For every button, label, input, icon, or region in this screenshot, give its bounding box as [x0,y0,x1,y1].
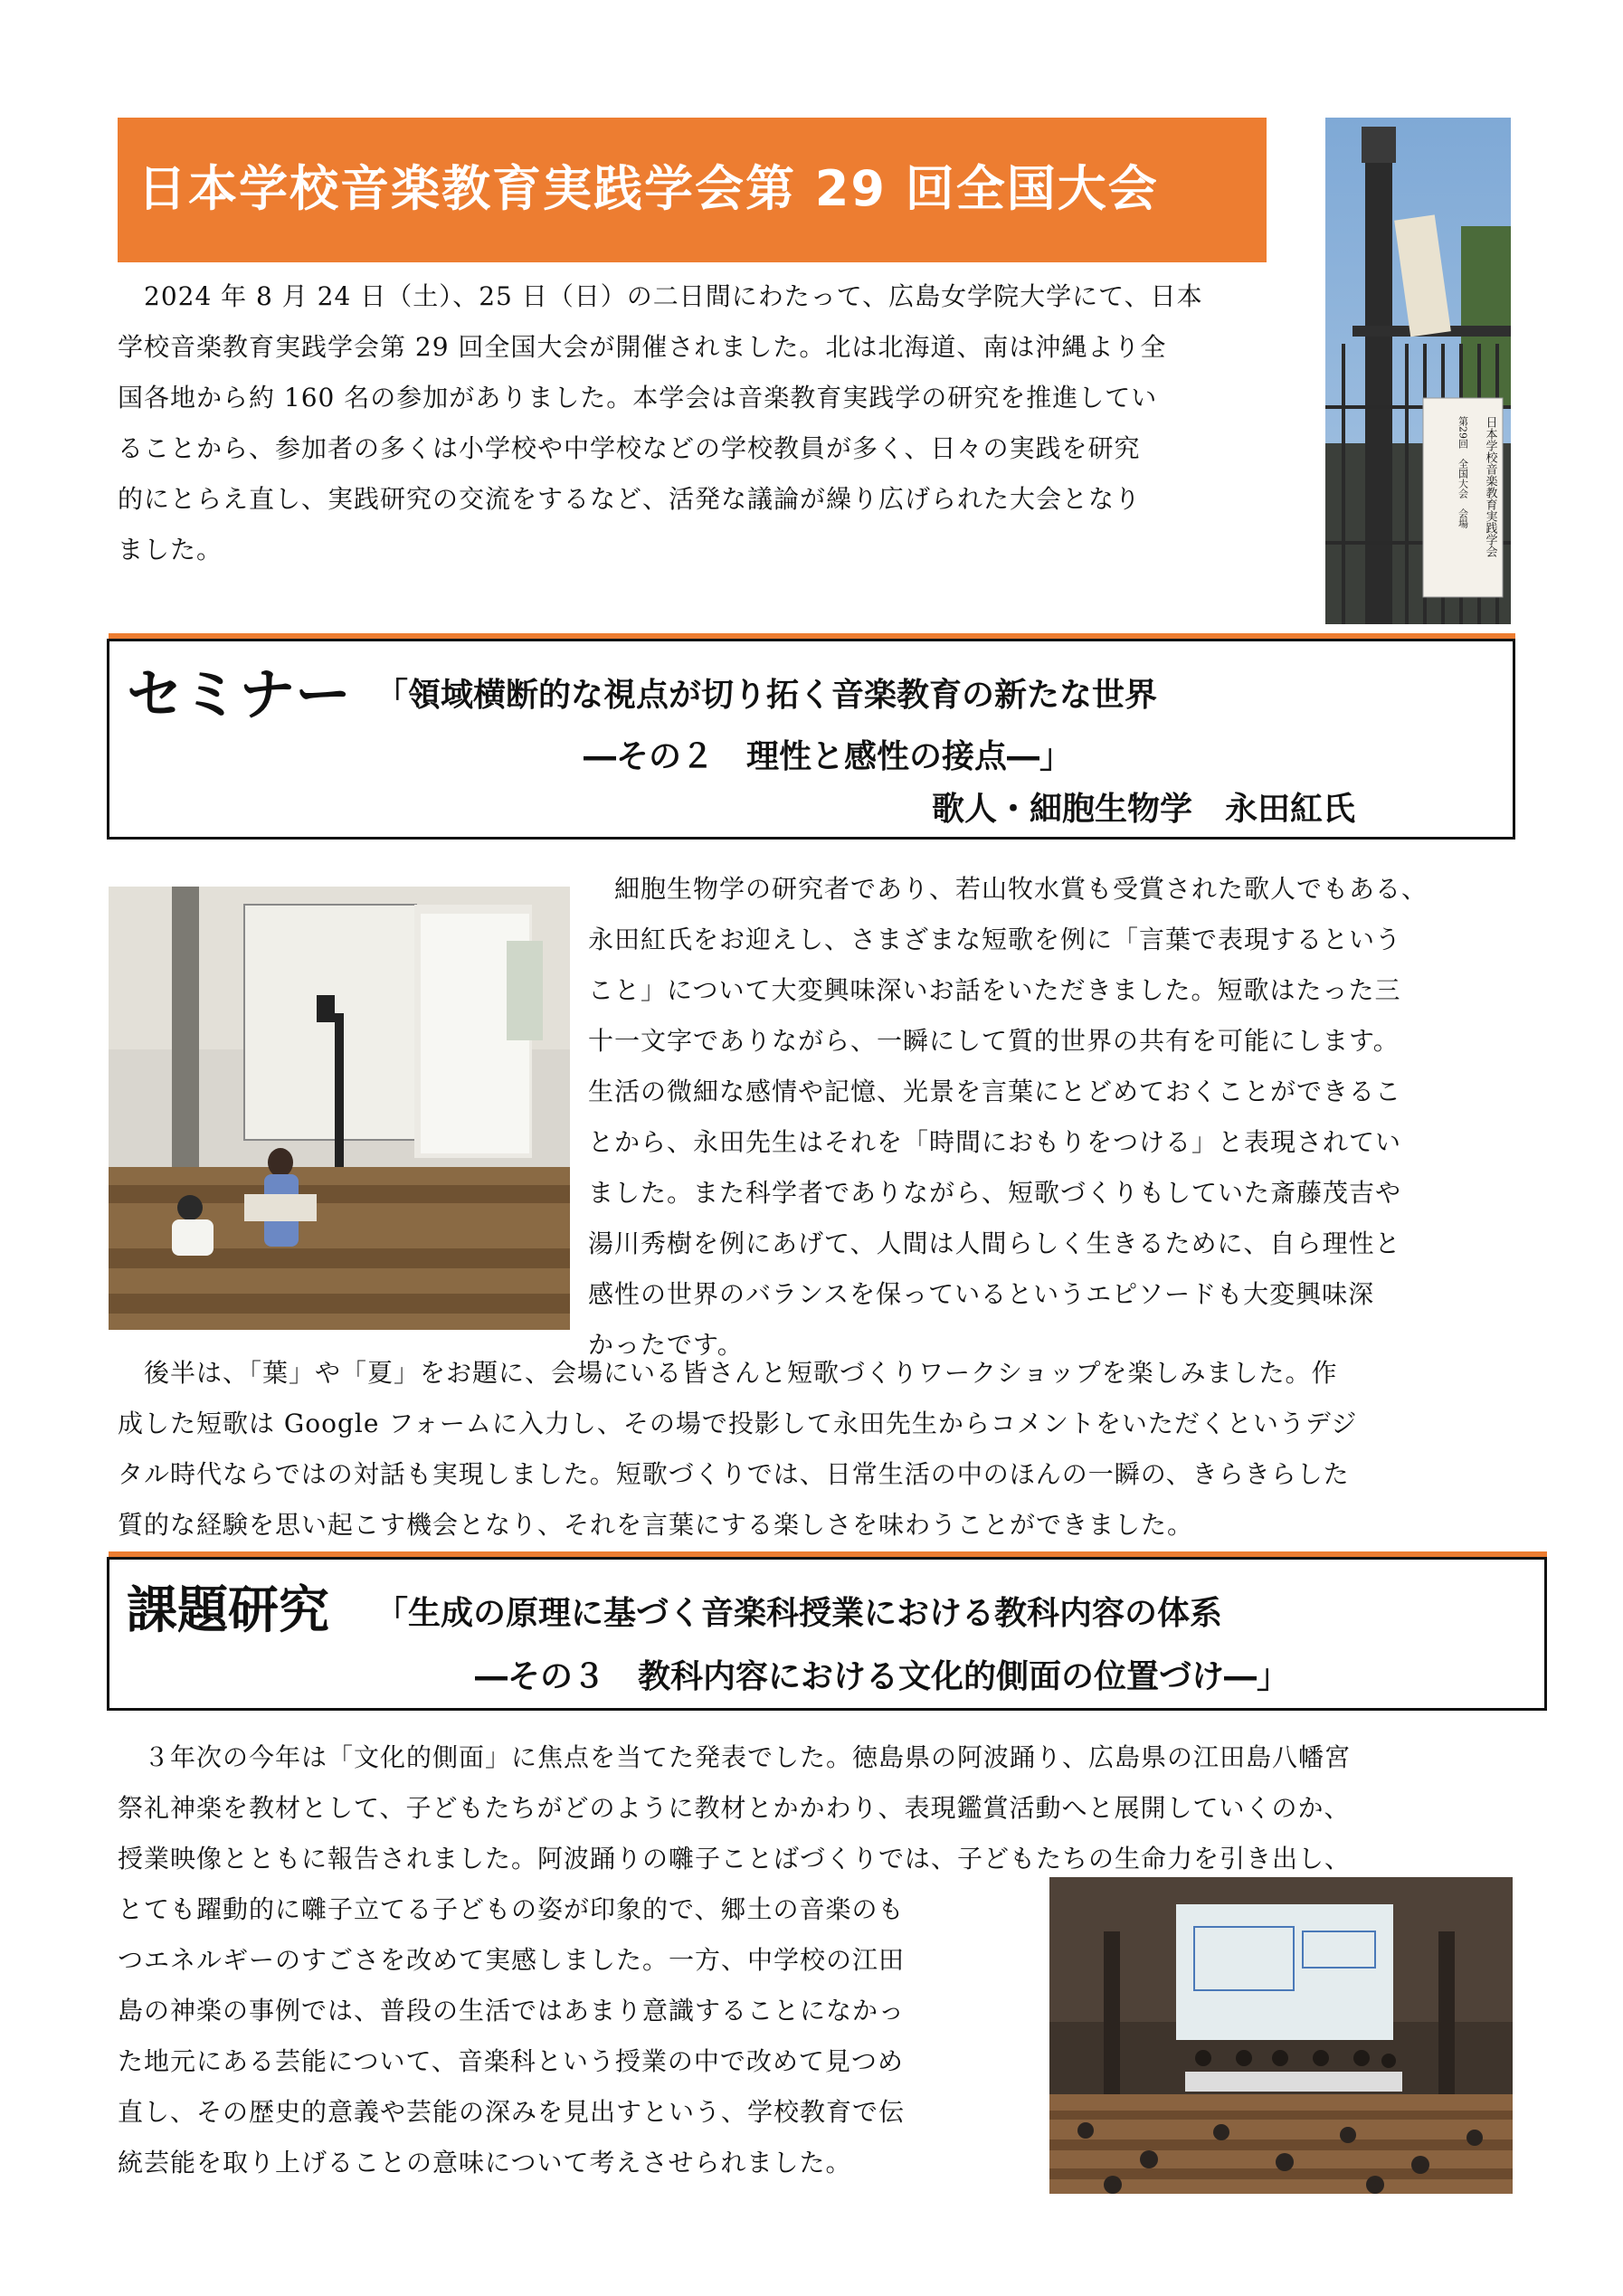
gate-sign-line-2: 第29回 全国大会 会場 [1457,416,1469,528]
seminar-label: セミナー [127,661,352,727]
intro-line: 国各地から約 160 名の参加がありました。本学会は音楽教育実践学の研究を推進してい [118,383,1158,413]
research-body-line: 授業映像とともに報告されました。阿波踊りの囃子ことばづくりでは、子どもたちの生命力を引き出し、 [118,1844,1352,1874]
seminar-body-line: ました。また科学者でありながら、短歌づくりもしていた斎藤茂吉や [588,1178,1402,1208]
intro-line: 的にとらえ直し、実践研究の交流をするなど、活発な議論が繰り広げられた大会となり [118,484,1142,514]
research-body2-line: 島の神楽の事例では、普段の生活ではあまり意識することになかっ [118,1996,906,2026]
research-body-line: 祭礼神楽を教材として、子どもたちがどのように教材とかかわり、表現鑑賞活動へと展開していくのか、 [118,1793,1351,1823]
page-title: 日本学校音楽教育実践学会第 29 回全国大会 [138,160,1159,217]
research-photo-illustration [1049,1877,1513,2194]
seminar-body-2 [118,1348,1515,1551]
gate-sign-line-1: 日本学校音楽教育実践学会 [1483,416,1497,557]
seminar-body-line: とから、永田先生はそれを「時間におもりをつける」と表現されてい [588,1127,1402,1157]
research-body2-line: つエネルギーのすごさを改めて実感しました。一方、中学校の江田 [118,1945,906,1975]
seminar-photo-illustration [109,887,570,1330]
seminar-body2-line: 質的な経験を思い起こす機会となり、それを言葉にする楽しさを味わうことができました。 [118,1510,1194,1540]
seminar-body-line: 感性の世界のバランスを保っているというエピソードも大変興味深 [588,1279,1375,1309]
research-body-line: ３年次の今年は「文化的側面」に焦点を当てた発表でした。徳島県の阿波踊り、広島県の江田島八幡宮 [118,1742,1352,1772]
seminar-body-line: かったです。 [588,1330,744,1360]
intro-paragraph [118,271,1303,575]
research-body [118,1732,1515,1884]
gate-photo-illustration [1325,118,1511,624]
intro-line: 2024 年 8 月 24 日（土）、25 日（日）の二日間にわたって、広島女学院大学にて、日本 [118,281,1203,311]
seminar-body2-line: 成した短歌は Google フォームに入力し、その場で投影して永田先生からコメントをいただくというデジ [118,1409,1358,1438]
research-title-line1: 「生成の原理に基づく音楽科授業における教科内容の体系 [375,1595,1223,1632]
seminar-body-line: 細胞生物学の研究者であり、若山牧水賞も受賞された歌人でもある、 [588,874,1428,904]
seminar-body-line: 生活の微細な感情や記憶、光景を言葉にとどめておくことができるこ [588,1077,1402,1106]
intro-line: ました。 [118,535,223,565]
research-title-line2: ―その３ 教科内容における文化的側面の位置づけ―」 [475,1658,1290,1695]
seminar-speaker: 歌人・細胞生物学 永田紅氏 [932,791,1356,828]
gate-photo [1325,118,1511,624]
research-body2-line: 統芸能を取り上げることの意味について考えさせられました。 [118,2148,852,2177]
research-body2-line: た地元にある芸能について、音楽科という授業の中で改めて見つめ [118,2046,904,2076]
seminar-body-line: 十一文字でありながら、一瞬にして質的世界の共有を可能にします。 [588,1026,1400,1056]
seminar-body-line: 湯川秀樹を例にあげて、人間は人間らしく生きるために、自ら理性と [588,1229,1401,1258]
research-label: 課題研究 [127,1581,329,1640]
seminar-title-line1: 「領域横断的な視点が切り拓く音楽教育の新たな世界 [375,677,1158,714]
intro-line: ることから、参加者の多くは小学校や中学校などの学校教員が多く、日々の実践を研究 [118,433,1141,463]
seminar-body2-line: タル時代ならではの対話も実現しました。短歌づくりでは、日常生活の中のほんの一瞬の、きらきらした [118,1459,1350,1489]
seminar-body-line: こと」について大変興味深いお話をいただきました。短歌はたった三 [588,975,1401,1005]
seminar-title-line2: ―その２ 理性と感性の接点―」 [584,738,1073,775]
seminar-photo [109,887,570,1330]
research-body2-line: とても躍動的に囃子立てる子どもの姿が印象的で、郷土の音楽のも [118,1894,905,1924]
seminar-body2-line: 後半は、「葉」や「夏」をお題に、会場にいる皆さんと短歌づくりワークショップを楽しみました。作 [118,1358,1338,1388]
seminar-body [588,864,1515,1371]
intro-line: 学校音楽教育実践学会第 29 回全国大会が開催されました。北は北海道、南は沖縄より全 [118,332,1167,362]
research-photo [1049,1877,1513,2194]
research-body2-line: 直し、その歴史的意義や芸能の深みを見出すという、学校教育で伝 [118,2097,906,2127]
research-body-2 [118,1884,1022,2188]
seminar-body-line: 永田紅氏をお迎えし、さまざまな短歌を例に「言葉で表現するという [588,925,1402,954]
